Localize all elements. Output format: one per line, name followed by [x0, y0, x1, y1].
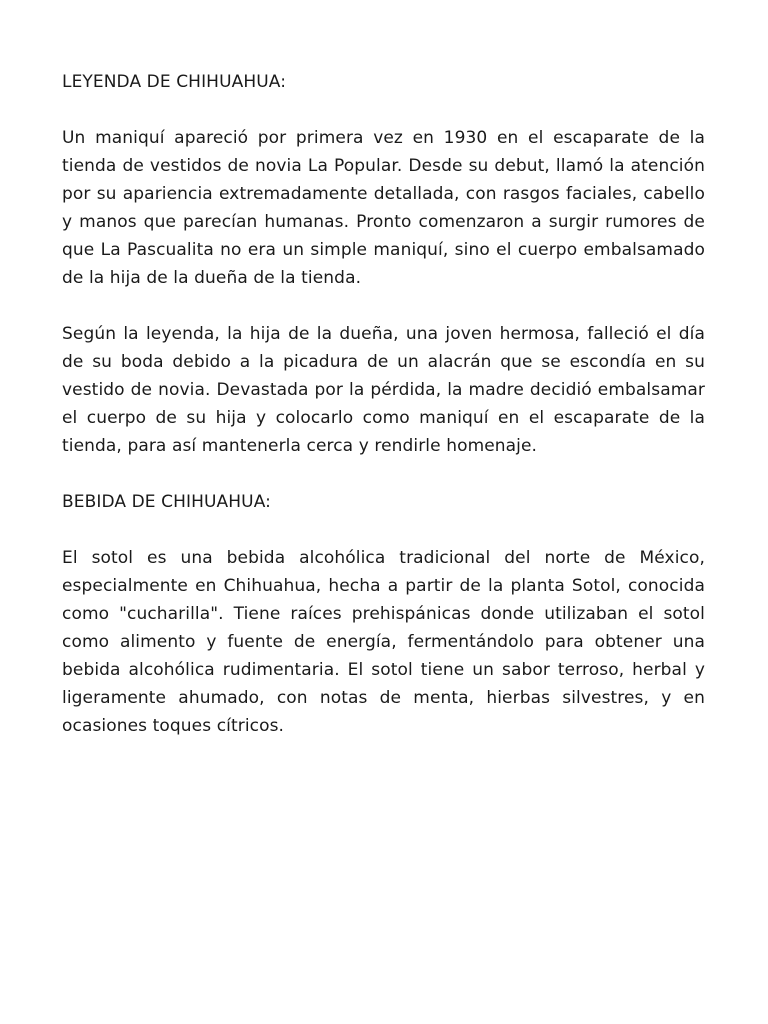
document-page [62, 68, 705, 768]
paragraph-bebida-1: El sotol es una bebida alcohólica tradicional del norte de México, especialmente en Chihuahua, hecha a partir de la planta Sotol, conocida como "cucharilla". Tiene raíces prehispánicas donde utilizaban el sotol como alimento y fuente de energía, fermentándolo para obtener una bebida alcohólica rudimentaria. El sotol tiene un sabor terroso, herbal y ligeramente ahumado, con notas de menta, hierbas silvestres, y en ocasiones toques cítricos. [62, 548, 705, 736]
section-leyenda [62, 68, 705, 460]
section-bebida [62, 488, 705, 740]
section-heading-bebida: BEBIDA DE CHIHUAHUA: [62, 492, 271, 512]
paragraph-leyenda-1: Un maniquí apareció por primera vez en 1930 en el escaparate de la tienda de vestidos de novia La Popular. Desde su debut, llamó la atención por su apariencia extremadamente detallada, con rasgos faciales, cabello y manos que parecían humanas. Pronto comenzaron a surgir rumores de que La Pascualita no era un simple maniquí, sino el cuerpo embalsamado de la hija de la dueña de la tienda. [62, 128, 705, 288]
section-heading-leyenda: LEYENDA DE CHIHUAHUA: [62, 72, 287, 92]
paragraph-leyenda-2: Según la leyenda, la hija de la dueña, una joven hermosa, falleció el día de su boda debido a la picadura de un alacrán que se escondía en su vestido de novia. Devastada por la pérdida, la madre decidió embalsamar el cuerpo de su hija y colocarlo como maniquí en el escaparate de la tienda, para así mantenerla cerca y rendirle homenaje. [62, 324, 705, 456]
